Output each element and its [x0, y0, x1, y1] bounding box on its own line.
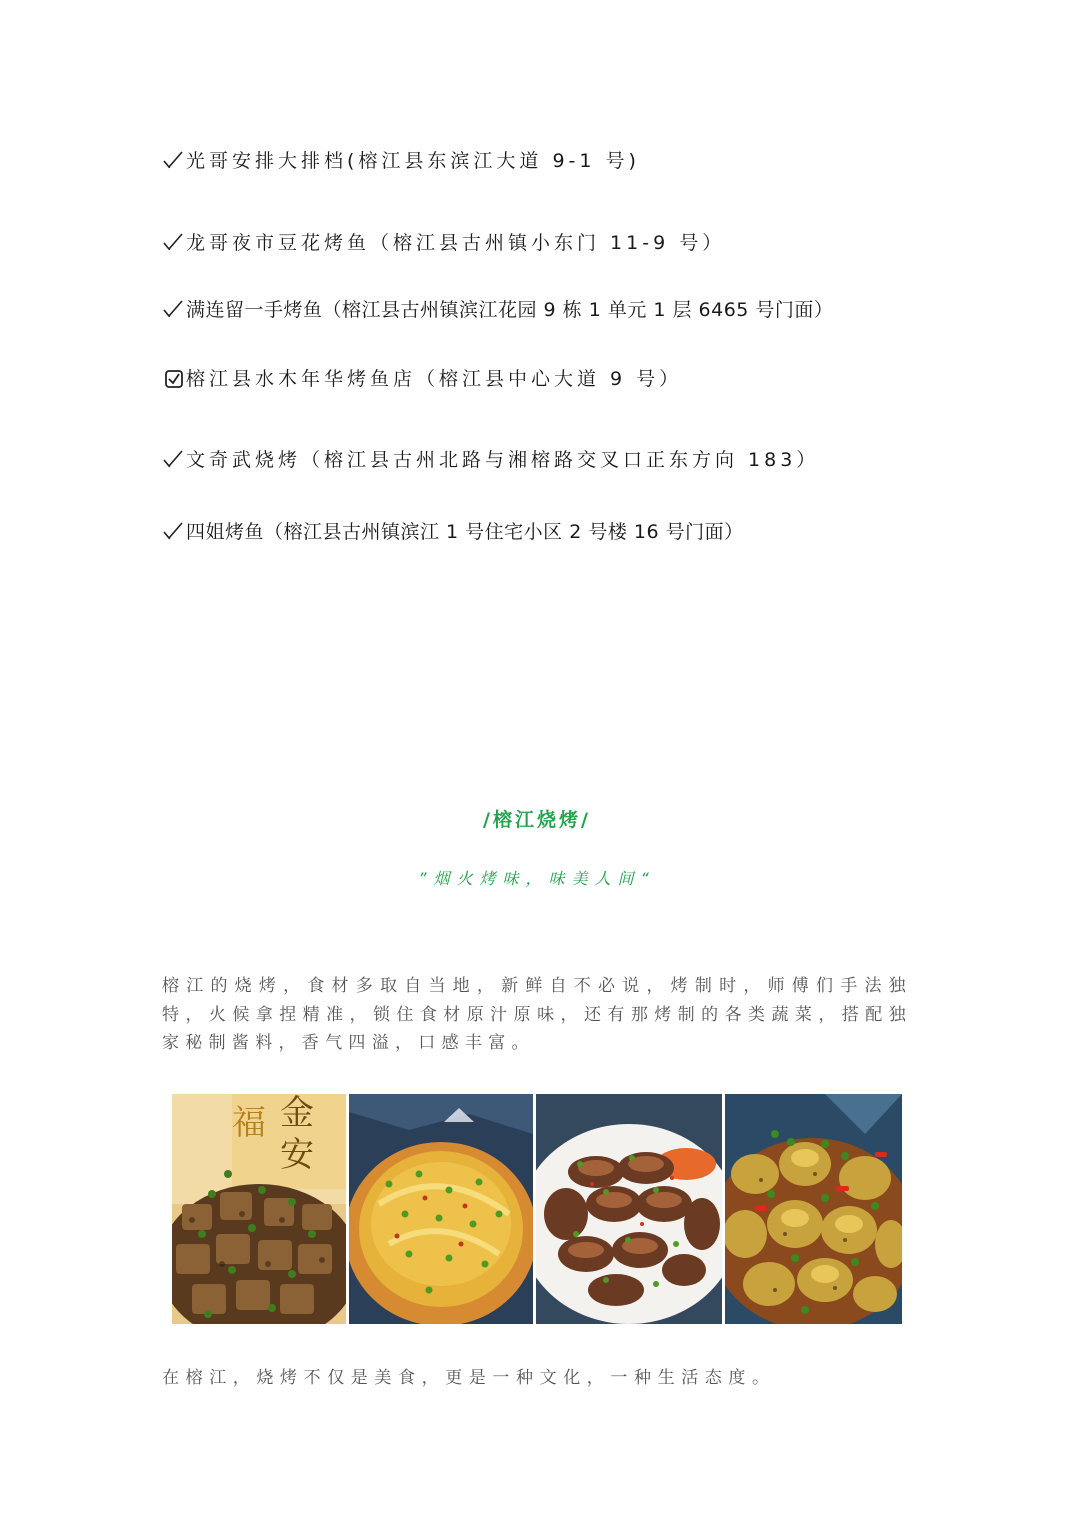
list-item — [162, 295, 833, 322]
sign-char-1: 福 — [232, 1103, 266, 1143]
intro-paragraph: 榕江的烧烤，食材多取自当地，新鲜自不必说，烤制时，师傅们手法独特，火候拿捏精准，锁住食材原汁原味，还有那烤制的各类蔬菜，搭配独家秘制酱料，香气四溢，口感丰富。 — [162, 976, 912, 1053]
check-icon — [162, 150, 184, 170]
restaurant-name: 满连留一手烤鱼（榕江县古州镇滨江花园 9 栋 1 单元 1 层 6465 号门面） — [186, 299, 834, 321]
sign-char-2: 金 — [280, 1094, 314, 1133]
checkbox-icon — [165, 370, 183, 388]
grilled-potato-photo — [725, 1094, 902, 1324]
list-item — [162, 364, 682, 391]
photo-strip — [172, 1094, 902, 1324]
check-icon — [162, 299, 184, 319]
restaurant-name: 龙哥夜市豆花烤鱼（榕江县古州镇小东门 11-9 号） — [186, 232, 726, 254]
list-item — [162, 517, 744, 544]
check-icon — [162, 449, 184, 469]
grilled-sausage-photo — [536, 1094, 722, 1324]
list-item — [162, 445, 819, 472]
sign-char-3: 安 — [280, 1135, 314, 1175]
restaurant-name: 光哥安排大排档(榕江县东滨江大道 9-1 号) — [186, 150, 640, 172]
restaurant-name: 榕江县水木年华烤鱼店（榕江县中心大道 9 号） — [186, 368, 683, 390]
restaurant-name: 四姐烤鱼（榕江县古州镇滨江 1 号住宅小区 2 号楼 16 号门面） — [186, 521, 744, 543]
check-icon — [162, 521, 184, 541]
list-item — [162, 146, 640, 173]
closing-sentence: 在榕江，烧烤不仅是美食，更是一种文化，一种生活态度。 — [162, 1368, 776, 1388]
list-item — [162, 228, 725, 255]
section-subtitle: ”烟火烤味，味美人间“ — [418, 869, 656, 888]
check-icon — [162, 232, 184, 252]
grilled-tofu-photo — [172, 1094, 346, 1324]
section-title: /榕江烧烤/ — [483, 809, 591, 831]
restaurant-name: 文奇武烧烤（榕江县古州北路与湘榕路交叉口正东方向 183） — [186, 449, 820, 471]
grilled-fish-photo — [349, 1094, 533, 1324]
